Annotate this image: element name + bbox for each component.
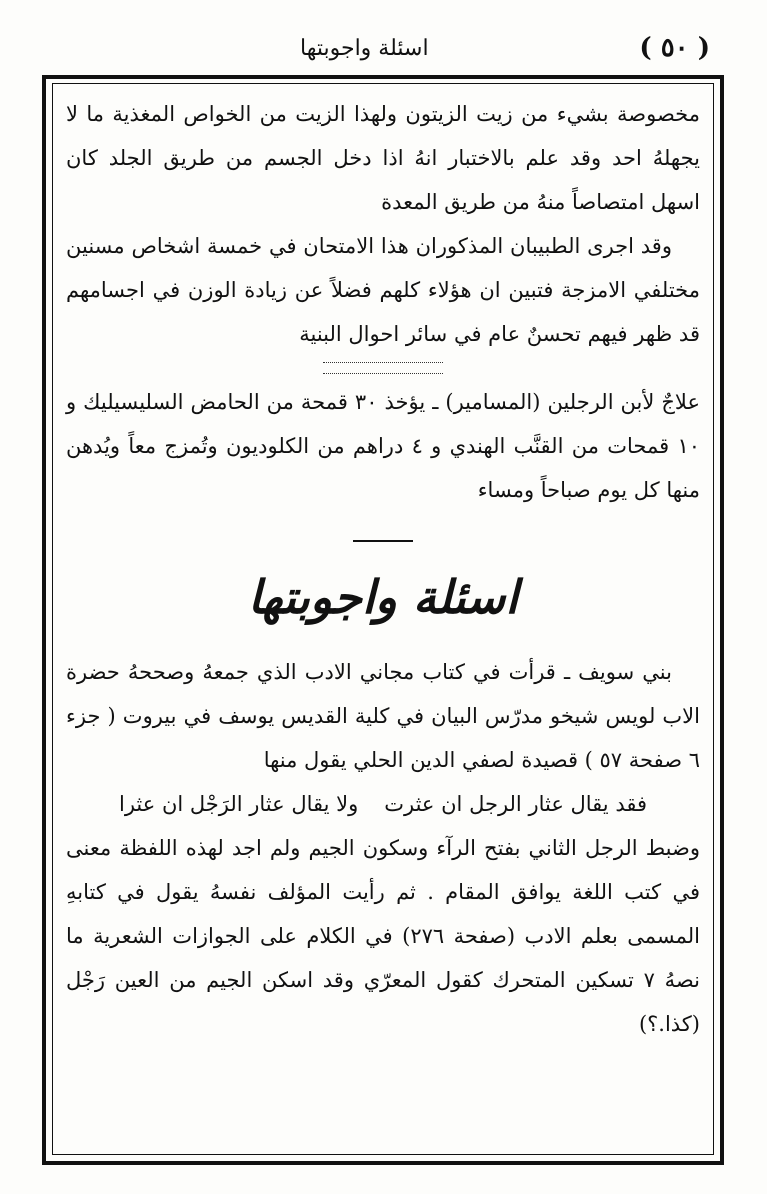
text-line: وقد اجرى الطبيبان المذكوران هذا الامتحان في خمسة اشخاص (131, 234, 672, 258)
paragraph-remedy (66, 380, 700, 512)
text-line: يجهلهُ احد وقد علم بالاختبار انهُ اذا دخل الجسم من طريق الجلد كان اسهل (66, 146, 700, 214)
running-title: اسئلة واجوبتها (300, 35, 429, 61)
section-title: اسئلة واجوبتها (247, 570, 519, 624)
paragraph-olive-oil (66, 92, 700, 224)
text-line: ٧ تسكين المتحرك كقول المعرّي وقد اسكن الجيم من العين رَجْل (كذا.؟) (66, 968, 700, 1036)
text-line: اجسامهم قد ظهر فيهم تحسنٌ عام في سائر احوال البنية (66, 278, 700, 346)
section-divider (353, 540, 413, 542)
paragraph-discussion (66, 826, 700, 1046)
page-header (70, 28, 710, 68)
text-line: بعلم الادب (صفحة ٢٧٦) في الكلام على الجوازات الشعرية ما نصهُ (66, 924, 700, 992)
text-line: السليسيليك و ١٠ قمحات من القنَّب الهندي و ٤ دراهم من الكلوديون (66, 390, 700, 458)
text-line: حضرة الاب لويس شيخو مدرّس البيان في كلية القديس يوسف في (66, 660, 700, 728)
text-line: كتب اللغة يوافق المقام . ثم رأيت المؤلف نفسهُ يقول في كتابهِ المسمى (66, 880, 700, 948)
text-line: بيروت ( جزء ٦ صفحة ٥٧ ) قصيدة لصفي الدين الحلي يقول منها (66, 704, 700, 772)
paragraph-question (66, 650, 700, 782)
text-line: وتُمزج معاً ويُدهن منها كل يوم صباحاً ومساء (66, 434, 700, 502)
text-line: مخصوصة بشيء من زيت الزيتون ولهذا الزيت من الخواص المغذية ما لا (66, 102, 700, 126)
verse-hemistich-first: فقد يقال عثار الرجل ان عثرت (384, 792, 648, 816)
text-line: مسنين مختلفي الامزجة فتبين ان هؤلاء كلهم فضلاً عن زيادة الوزن في (66, 234, 700, 302)
text-line: وضبط الرجل الثاني بفتح الرآء وسكون الجيم ولم اجد لهذه اللفظة معنى في (66, 836, 700, 904)
verse-hemistich-second: ولا يقال عثار الرَجْل ان عثرا (118, 792, 359, 816)
page-number: ( ٥٠ ) (639, 33, 710, 63)
text-line: علاجٌ لأبن الرجلين (المسامير) ـ يؤخذ ٣٠ قمحة من الحامض (190, 390, 700, 414)
text-line: امتصاصاً منهُ من طريق المعدة (381, 190, 645, 214)
ornament-divider (323, 362, 443, 374)
text-line: بني سويف ـ قرأت في كتاب مجاني الادب الذي جمعهُ وصححهُ (127, 660, 672, 684)
page-content (66, 92, 700, 1152)
poetry-verse (66, 782, 700, 826)
paragraph-experiment (66, 224, 700, 356)
